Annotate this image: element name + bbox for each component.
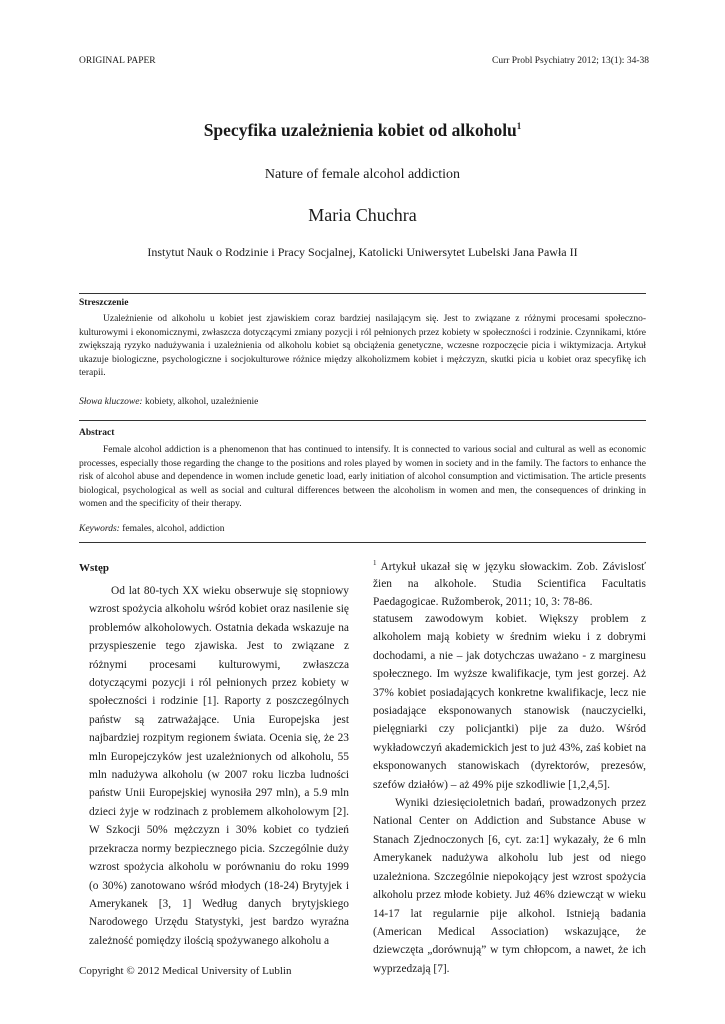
intro-paragraph: Od lat 80-tych XX wieku obserwuje się stopniowy wzrost spożycia alkoholu wśród kobiet oraz nasilenie się problemów alkoholowych. Ostatnia dekada wskazuje na przyspieszenie tego zjawiska. Jest to związane z różnymi procesami kulturowymi, zwłaszcza dotyczącymi pozycji i ról pełnionych przez kobiety w społeczności i rodzinie [1]. Raporty z poszczególnych państw są zatrważające. Unia Europejska jest najbardziej rozpitym regionem świata. Ocenia się, że 23 mln Europejczyków jest uzależnionych od alkoholu, 55 mln nadużywa alkoholu (w 2007 roku liczba ludności państw Unii Europejskiej wynosiła 297 mln), a 5.9 mln dzieci żyje w rodzinach z problemem alkoholowym [2]. W Szkocji 50% mężczyzn i 30% kobiet co tydzień przekracza normy bezpiecznego picia. Szczególnie duży wzrost spożycia alkoholu w porównaniu do roku 1999 (o 30%) zanotowano wśród młodych (18-24) Brytyjek i Amerykanek [3, 1] Według danych brytyjskiego Narodowego Urzędu Statystyki, jest bardzo wyraźna zależność pomiędzy ilością spożywanego alkoholu a (89, 585, 349, 947)
article-title-text: Specyfika uzależnienia kobiet od alkoholu (203, 120, 517, 140)
abstract-heading: Abstract (79, 428, 115, 438)
title-footnote-mark: 1 (516, 121, 522, 132)
section-heading-wstep: Wstęp (79, 562, 109, 574)
divider-top (79, 293, 646, 294)
streszczenie-text: Uzależnienie od alkoholu u kobiet jest zjawiskiem coraz bardziej nasilającym się. Jest to związane z różnymi procesami społeczno-kulturowymi i ekonomicznymi, zwłaszcza dotyczącymi zmiany pozycji i ról pełnionych przez kobiety w społeczności i rodzinie. Czynnikami, które zwiększają ryzyko nadużywania i uzależnienia od alkoholu kobiet są obciążenia genetyczne, wczesne rozpoczęcie picia i wiktymizacja. Artykuł ukazuje biologiczne, psychologiczne i socjokulturowe różnice między alkoholizmem kobiet i mężczyzn, skutki picia u kobiet oraz specyfikę ich terapii. (79, 314, 646, 379)
footnote-text: Artykuł ukazał się w języku słowackim. Zob. Závislosť žien na alkohole. Studia Scientifica Facultatis Paedagogicae. Ružomberok, 2011; 10, 3: 78-86. (373, 560, 646, 608)
author-affiliation: Instytut Nauk o Rodzinie i Pracy Socjalnej, Katolicki Uniwersytet Lubelski Jana Pawła II (147, 245, 578, 259)
copyright-notice: Copyright © 2012 Medical University of Lublin (79, 965, 292, 977)
streszczenie-keywords-value: kobiety, alkohol, uzależnienie (144, 397, 259, 407)
right-column (373, 610, 646, 978)
streszczenie-heading: Streszczenie (79, 298, 129, 308)
divider-abstract (79, 420, 646, 421)
right-paragraph-2: Wyniki dziesięcioletnich badań, prowadzonych przez National Center on Addiction and Substance Abuse w Stanach Zjednoczonych [6, cyt. za:1] wykazały, że 6 mln Amerykanek nadużywa alkoholu lub jest od niego uzależniona. Szczególnie niepokojący jest wzrost spożycia alkoholu przez młode kobiety. Już 46% dziewcząt w wieku 14-17 lat regularnie pije alkohol. Istnieją badania (American Medical Association) wskazujące, że dziewczęta „dorównują” w tym chłopcom, a nawet, że ich wyprzedzają [7]. (373, 797, 646, 975)
author-name: Maria Chuchra (308, 205, 417, 225)
divider-bottom (79, 542, 646, 543)
footnote-mark: 1 (373, 559, 377, 567)
abstract-keywords-label: Keywords: (79, 524, 120, 534)
journal-citation: Curr Probl Psychiatry 2012; 13(1): 34-38 (491, 56, 649, 66)
left-column (89, 582, 349, 950)
streszczenie-keywords-label: Słowa kluczowe: (79, 397, 143, 407)
journal-section-label: ORIGINAL PAPER (79, 56, 156, 66)
footnote (373, 555, 646, 611)
abstract-keywords (79, 524, 225, 534)
right-paragraph-1: statusem zawodowym kobiet. Większy problem z alkoholem mają kobiety w średnim wieku i z dobrymi dochodami, a nie – jak dotychczas uważano - z marginesu społecznego. Im wyższe kwalifikacje, tym jest gorzej. Aż 37% kobiet posiadających konkretne kwalifikacje, lecz nie posiadające eksponowanych stanowisk (nauczycielki, pielęgniarki czy policjantki) pije za dużo. Wśród wykładowczyń akademickich jest to już 43%, zaś kobiet na eksponowanych stanowiskach (dyrektorów, prezesów, szefów działów) – aż 49% pije szkodliwie [1,2,4,5]. (373, 613, 646, 791)
article-subtitle: Nature of female alcohol addiction (264, 167, 461, 182)
streszczenie-keywords (79, 397, 258, 407)
abstract-keywords-value: females, alcohol, addiction (122, 524, 225, 534)
article-title (0, 120, 725, 141)
abstract-text: Female alcohol addiction is a phenomenon that has continued to intensify. It is connected to various social and cultural as well as economic processes, especially those regarding the change to the positions and roles played by women in society and in the family. The factors to enhance the risk of alcohol abuse and dependence in women include genetic load, early initiation of alcohol consumption and victimisation. The article presents biological, psychological as well as social and cultural differences between the alcoholism in women and men, the consequences of drinking in women and the specificity of their therapy. (79, 445, 646, 510)
